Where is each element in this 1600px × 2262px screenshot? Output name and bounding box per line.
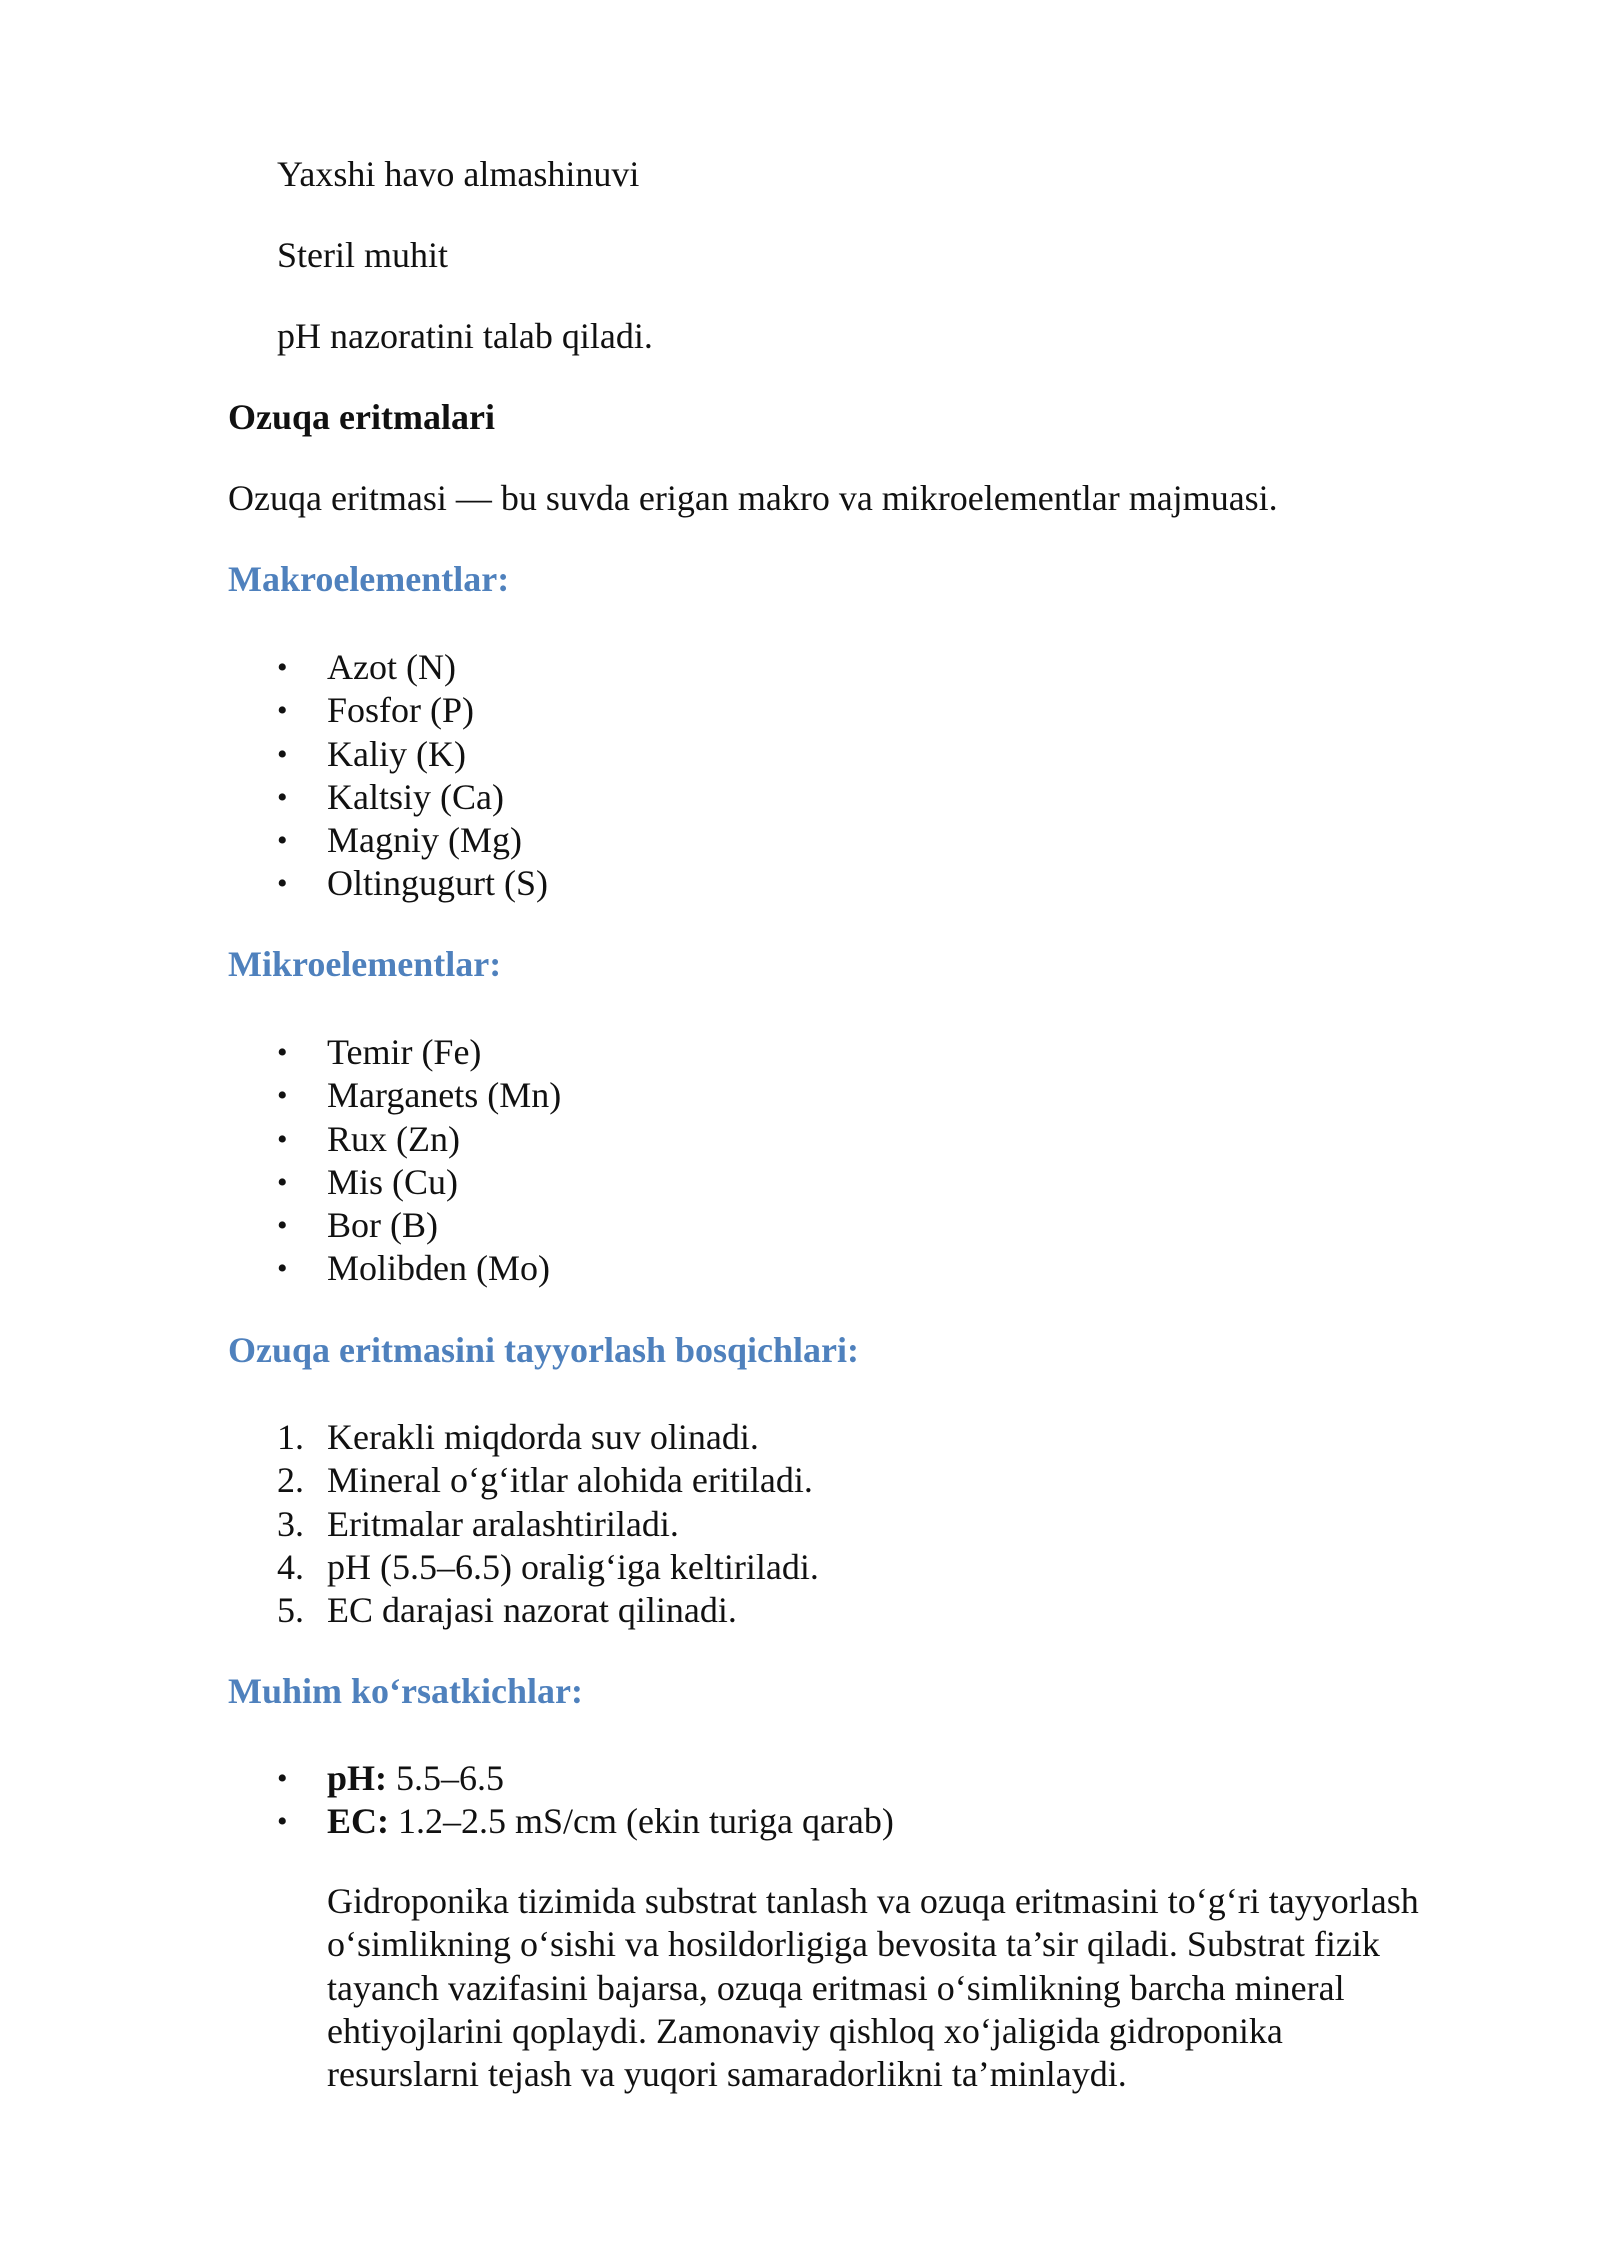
list-item: • Temir (Fe) (277, 1031, 561, 1074)
list-item: • Marganets (Mn) (277, 1074, 561, 1117)
indicator-label: EC: (327, 1801, 389, 1842)
list-item: 1. Kerakli miqdorda suv olinadi. (277, 1417, 759, 1457)
list-item: 5. EC darajasi nazorat qilinadi. (277, 1590, 737, 1631)
list-item (277, 1757, 894, 1800)
steps-heading: Ozuqa eritmasini tayyorlash bosqichlari: (228, 1330, 860, 1370)
list-item: 4. pH (5.5–6.5) oralig‘iga keltiriladi. (277, 1546, 819, 1587)
bullet-icon: • (277, 1165, 288, 1199)
bullet-icon: • (277, 824, 288, 858)
list-item: • Kaliy (K) (277, 733, 548, 776)
section-title: Ozuqa eritmalari (228, 397, 495, 437)
bullet-icon: • (277, 651, 288, 684)
indicator-value: 5.5–6.5 (387, 1758, 505, 1798)
list-item (277, 1800, 894, 1843)
bullet-icon: • (277, 1122, 288, 1156)
micro-heading: Mikroelementlar: (228, 944, 502, 984)
indicator-value: 1.2–2.5 mS/cm (ekin turiga qarab) (389, 1801, 894, 1842)
indicators-list (277, 1757, 894, 1844)
bullet-icon: • (277, 737, 288, 771)
list-item: • Mis (Cu) (277, 1161, 561, 1204)
list-item: • Molibden (Mo) (277, 1247, 561, 1290)
intro-line-3: pH nazoratini talab qiladi. (277, 316, 653, 356)
bullet-icon: • (277, 867, 288, 901)
intro-line-2: Steril muhit (277, 235, 448, 275)
bullet-icon: • (277, 780, 288, 814)
indicator-label: pH: (327, 1758, 388, 1798)
bullet-icon: • (277, 694, 288, 728)
list-item: • Azot (N) (277, 646, 548, 689)
macro-list (277, 646, 548, 906)
list-item: • Kaltsiy (Ca) (277, 776, 548, 819)
steps-list (277, 1416, 819, 1632)
bullet-icon: • (277, 1252, 288, 1286)
conclusion-paragraph: Gidroponika tizimida substrat tanlash va ozuqa eritmasini to‘g‘ri tayyorlash o‘simlikning o‘sishi va hosildorligiga bevosita ta’sir qiladi. Substrat fizik tayanch vazifasini bajarsa, ozuqa eritmasi o‘simlikning barcha mineral ehtiyojlarini qoplaydi. Zamonaviy qishloq xo‘jaligida gidroponika resurslarni tejash va yuqori samaradorlikni ta’minlaydi. (327, 1881, 1419, 2095)
list-item: • Rux (Zn) (277, 1118, 561, 1161)
list-item: • Oltingugurt (S) (277, 862, 548, 905)
list-item: 3. Eritmalar aralashtiriladi. (277, 1503, 679, 1544)
list-item: • Fosfor (P) (277, 689, 548, 732)
definition-text: Ozuqa eritmasi — bu suvda erigan makro va mikroelementlar majmuasi. (228, 478, 1278, 518)
list-item: • Magniy (Mg) (277, 819, 548, 862)
macro-heading: Makroelementlar: (228, 559, 510, 599)
list-item: 2. Mineral o‘g‘itlar alohida eritiladi. (277, 1460, 813, 1501)
bullet-icon: • (277, 1762, 288, 1795)
indicators-heading: Muhim ko‘rsatkichlar: (228, 1671, 583, 1711)
bullet-icon: • (277, 1079, 288, 1113)
bullet-icon: • (277, 1805, 288, 1839)
bullet-icon: • (277, 1036, 288, 1069)
micro-list (277, 1031, 561, 1291)
intro-line-1: Yaxshi havo almashinuvi (277, 154, 640, 194)
list-item: • Bor (B) (277, 1204, 561, 1247)
bullet-icon: • (277, 1209, 288, 1243)
